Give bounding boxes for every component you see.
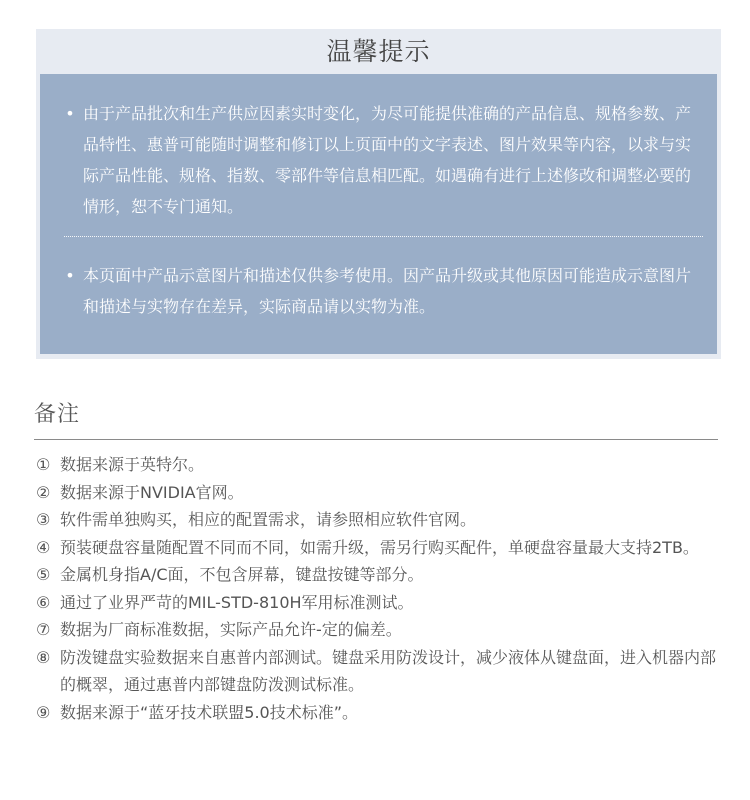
remark-number: ⑥: [36, 592, 51, 612]
remark-item: [36, 561, 726, 589]
remark-text: 数据来源于英特尔。: [60, 455, 205, 474]
remark-text: 数据来源于“蓝牙技术联盟5.0技术标准”。: [60, 702, 359, 722]
notice-item-text: 本页面中产品示意图片和描述仅供参考使用。因产品升级或其他原因可能造成示意图片和描述与实物存在差异，实际商品请以实物为准。: [83, 266, 692, 316]
bullet-icon: •: [65, 266, 75, 285]
remark-text: 数据来源于NVIDIA官网。: [60, 482, 244, 502]
bullet-icon: •: [65, 104, 75, 123]
remark-text: 金属机身指A/C面，不包含屏幕，键盘按键等部分。: [60, 565, 424, 584]
remark-number: ⑨: [36, 702, 51, 722]
remark-text: 防泼键盘实验数据来自惠普内部测试。键盘采用防泼设计，减少液体从键盘面，进入机器内部的概翠，通过惠普内部键盘防泼测试标准。: [60, 647, 717, 694]
notice-item: [64, 260, 694, 322]
remark-number: ③: [36, 510, 51, 529]
remark-item: [36, 589, 726, 617]
remark-text: 数据为厂商标准数据，实际产品允许-定的偏差。: [60, 620, 402, 639]
remark-item: [36, 451, 726, 479]
dotted-divider: [64, 236, 703, 237]
remarks-divider: [34, 439, 718, 440]
remark-item: [36, 616, 726, 644]
notice-title: 温馨提示: [326, 37, 431, 66]
remark-number: ⑦: [36, 620, 51, 639]
remark-number: ⑤: [36, 565, 51, 584]
remarks-list: [36, 451, 726, 726]
remark-number: ①: [36, 455, 51, 474]
remark-item: [36, 699, 726, 727]
notice-body: [40, 74, 717, 354]
remark-number: ②: [36, 482, 51, 502]
remark-text: 通过了业界严苛的MIL-STD-810H军用标准测试。: [60, 592, 414, 612]
remark-text: 预装硬盘容量随配置不同而不同，如需升级，需另行购买配件，单硬盘容量最大支持2TB。: [60, 537, 699, 557]
remark-item: [36, 479, 726, 507]
remark-text: 软件需单独购买，相应的配置需求，请参照相应软件官网。: [60, 510, 477, 529]
notice-panel: [36, 29, 721, 359]
remark-number: ④: [36, 537, 51, 557]
notice-item: [64, 98, 694, 222]
remark-item: [36, 506, 726, 534]
remark-item: [36, 534, 726, 562]
remarks-title: 备注: [34, 402, 81, 427]
notice-item-text: 由于产品批次和生产供应因素实时变化，为尽可能提供准确的产品信息、规格参数、产品特性、惠普可能随时调整和修订以上页面中的文字表述、图片效果等内容，以求与实际产品性能、规格、指数、零部件等信息相匹配。如遇确有进行上述修改和调整必要的情形，恕不专门通知。: [83, 104, 692, 216]
remark-item: [36, 644, 726, 699]
remark-number: ⑧: [36, 647, 51, 667]
